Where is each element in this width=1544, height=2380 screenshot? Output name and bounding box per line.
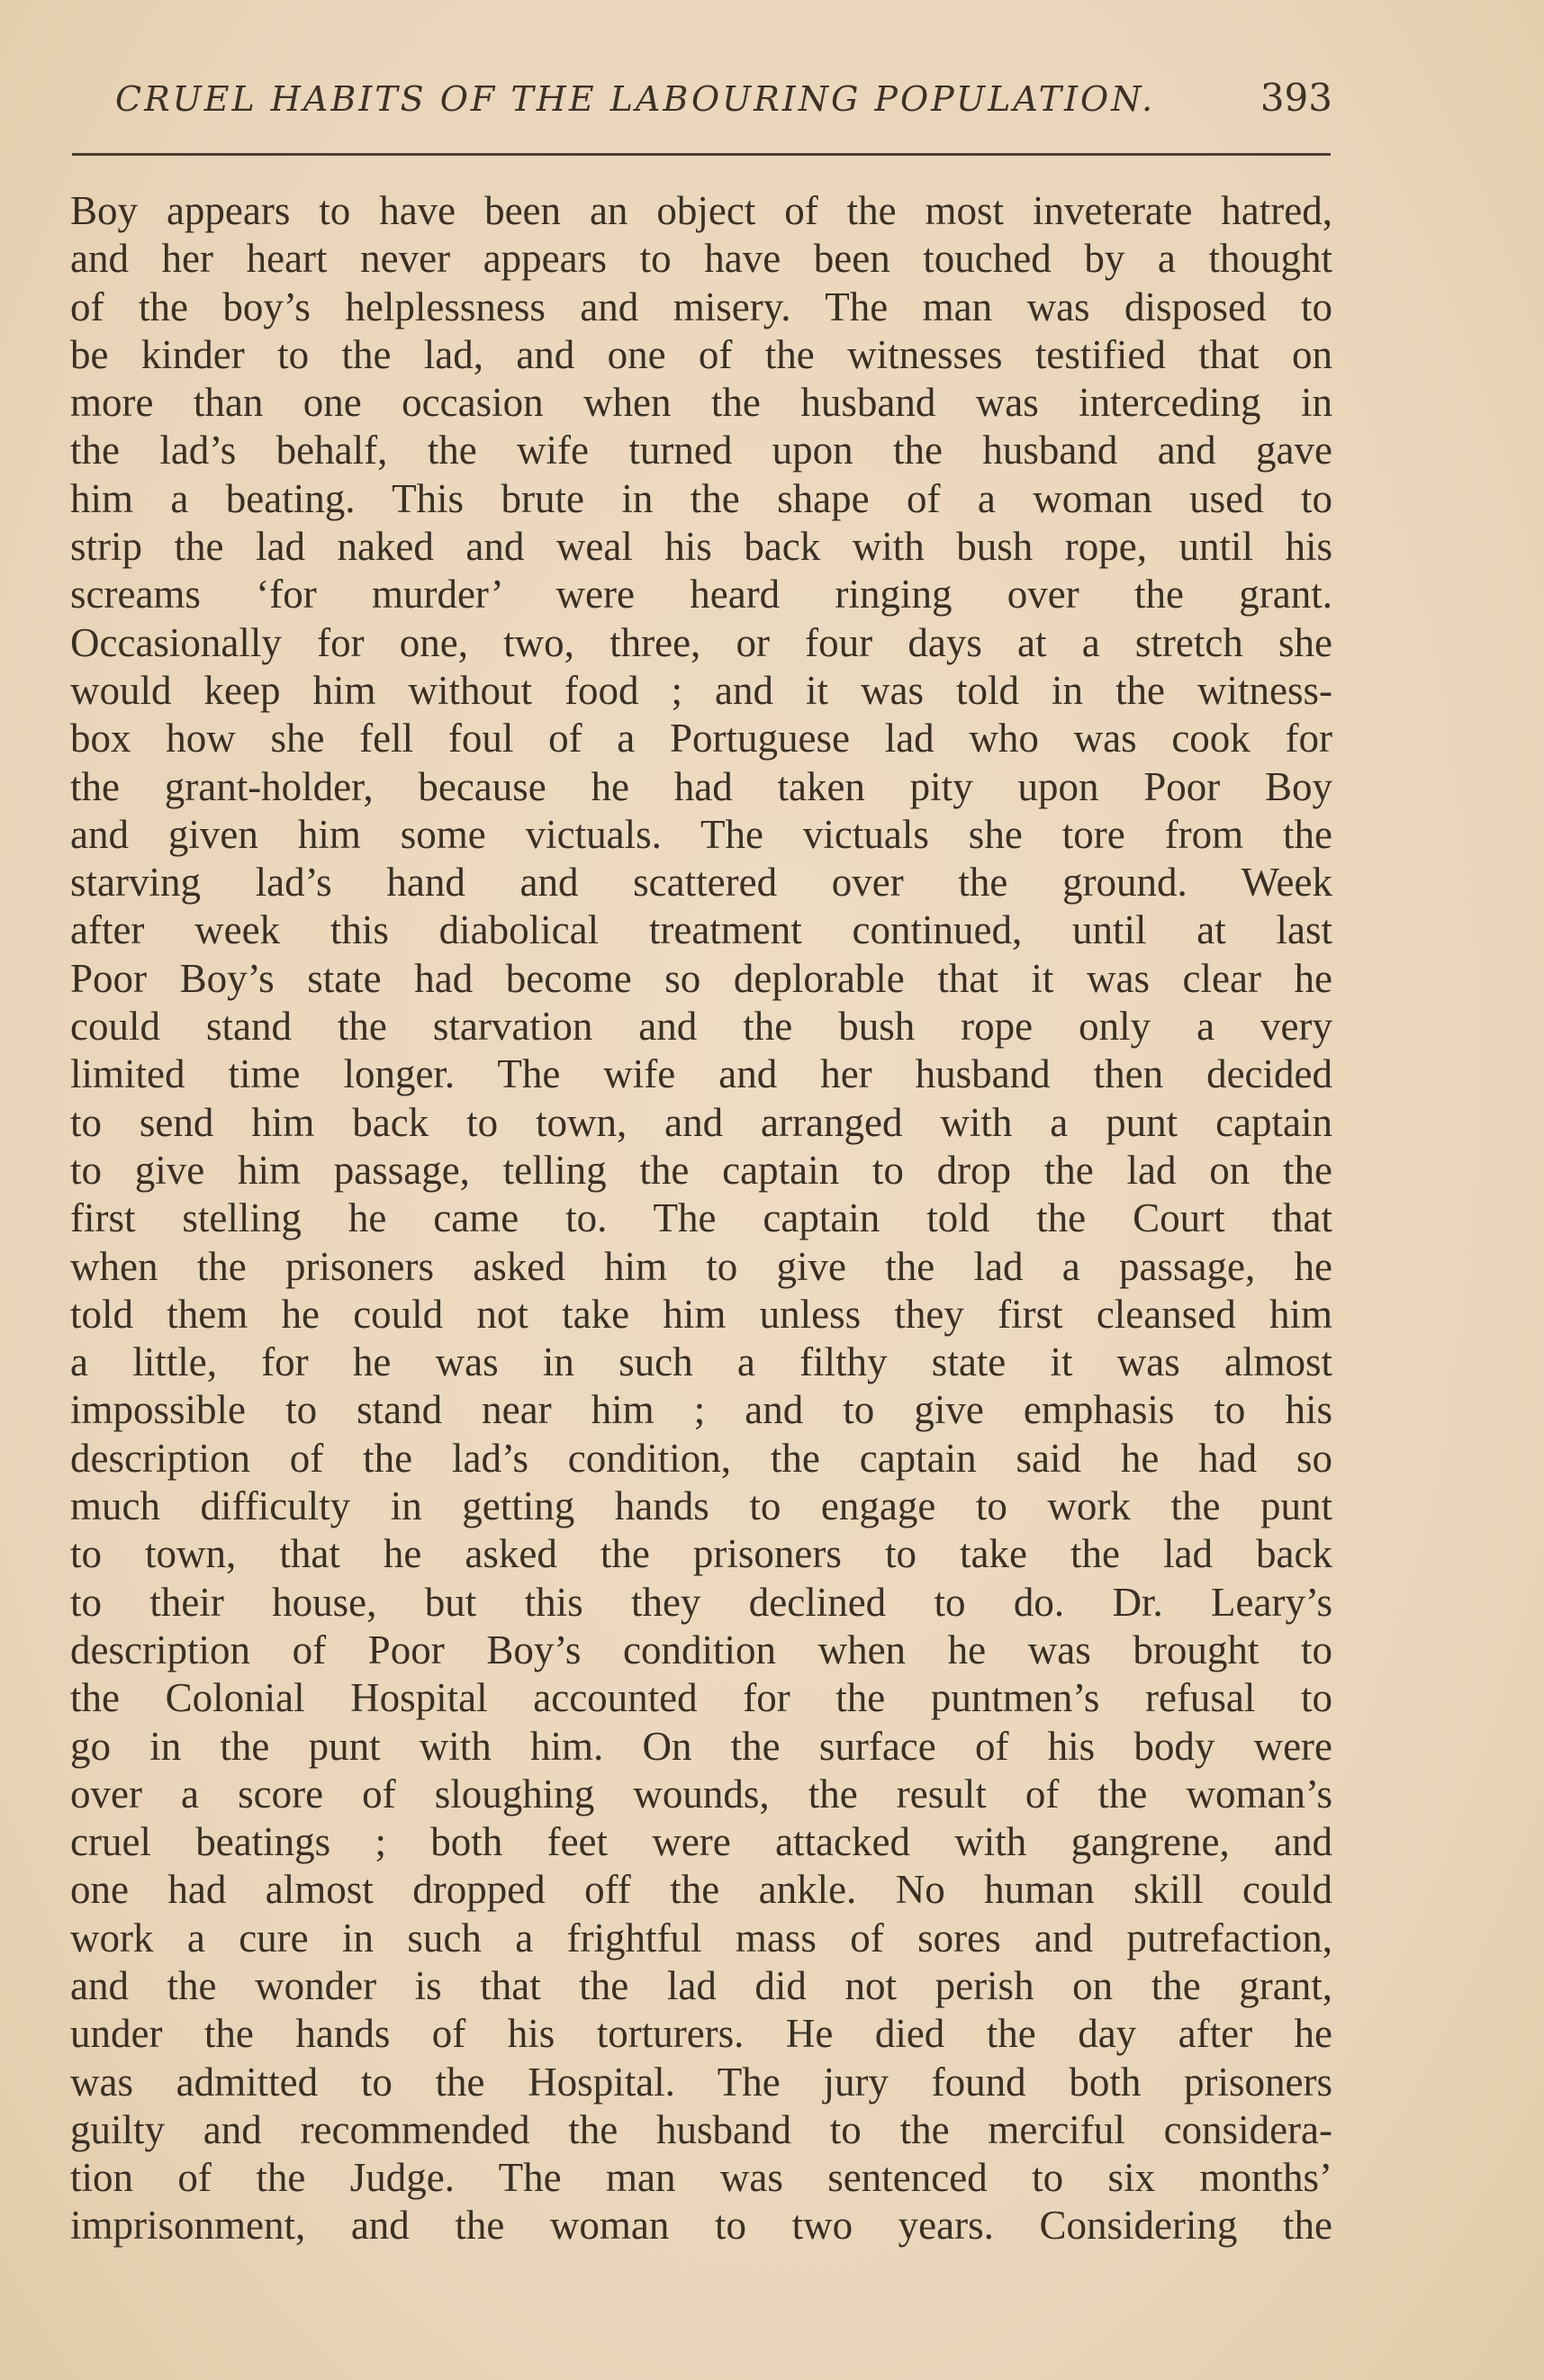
text-line: screams ‘for murder’ were heard ringing over the grant. — [70, 572, 1332, 618]
text-line: and given him some victuals. The victuals she tore from the — [70, 811, 1332, 857]
body-text — [70, 187, 1332, 2250]
text-line: more than one occasion when the husband was interceding in — [70, 380, 1332, 426]
text-line: first stelling he came to. The captain told the Court that — [70, 1195, 1332, 1241]
text-line: Occasionally for one, two, three, or four days at a stretch she — [70, 619, 1332, 665]
text-line: a little, for he was in such a filthy state it was almost — [70, 1339, 1332, 1385]
text-line: imprisonment, and the woman to two years. Considering the — [70, 2203, 1332, 2249]
header-rule — [72, 153, 1331, 156]
text-line: was admitted to the Hospital. The jury found both prisoners — [70, 2059, 1332, 2105]
text-line: of the boy’s helplessness and misery. The man was disposed to — [70, 284, 1332, 329]
text-line: to send him back to town, and arranged with a punt captain — [70, 1099, 1332, 1145]
running-title: CRUEL HABITS OF THE LABOURING POPULATION. — [115, 79, 1156, 119]
text-line: work a cure in such a frightful mass of sores and putrefaction, — [70, 1915, 1332, 1961]
text-line: strip the lad naked and weal his back with bush rope, until his — [70, 524, 1332, 570]
text-line: the Colonial Hospital accounted for the puntmen’s refusal to — [70, 1675, 1332, 1721]
text-line: and the wonder is that the lad did not perish on the grant, — [70, 1962, 1332, 2008]
text-line: cruel beatings ; both feet were attacked with gangrene, and — [70, 1819, 1332, 1865]
text-line: go in the punt with him. On the surface of his body were — [70, 1723, 1332, 1769]
text-line: tion of the Judge. The man was sentenced to six months’ — [70, 2155, 1332, 2201]
page-number: 393 — [1260, 76, 1332, 120]
text-line: the grant-holder, because he had taken pity upon Poor Boy — [70, 763, 1332, 809]
text-line: under the hands of his torturers. He died the day after he — [70, 2011, 1332, 2057]
text-line: box how she fell foul of a Portuguese lad who was cook for — [70, 716, 1332, 762]
running-head — [115, 76, 1332, 133]
text-line: to give him passage, telling the captain to drop the lad on the — [70, 1147, 1332, 1193]
text-line: impossible to stand near him ; and to give emphasis to his — [70, 1387, 1332, 1433]
text-line: and her heart never appears to have been touched by a thought — [70, 236, 1332, 282]
text-line: one had almost dropped off the ankle. No human skill could — [70, 1867, 1332, 1913]
text-line: when the prisoners asked him to give the lad a passage, he — [70, 1243, 1332, 1289]
text-line: Poor Boy’s state had become so deplorable that it was clear he — [70, 955, 1332, 1001]
text-line: description of the lad’s condition, the captain said he had so — [70, 1435, 1332, 1481]
text-line: the lad’s behalf, the wife turned upon the husband and gave — [70, 428, 1332, 473]
text-line: description of Poor Boy’s condition when he was brought to — [70, 1627, 1332, 1672]
text-line: limited time longer. The wife and her husband then decided — [70, 1051, 1332, 1097]
text-line: after week this diabolical treatment continued, until at last — [70, 907, 1332, 953]
text-line: guilty and recommended the husband to the merciful considera- — [70, 2106, 1332, 2152]
text-line: be kinder to the lad, and one of the witnesses testified that on — [70, 331, 1332, 377]
text-line: starving lad’s hand and scattered over the ground. Week — [70, 860, 1332, 906]
text-line: could stand the starvation and the bush rope only a very — [70, 1004, 1332, 1050]
text-line: him a beating. This brute in the shape of a woman used to — [70, 475, 1332, 521]
text-line: to town, that he asked the prisoners to take the lad back — [70, 1531, 1332, 1577]
text-line: Boy appears to have been an object of the most inveterate hatred, — [70, 188, 1332, 233]
text-line: over a score of sloughing wounds, the result of the woman’s — [70, 1771, 1332, 1817]
text-line: to their house, but this they declined to do. Dr. Leary’s — [70, 1579, 1332, 1625]
text-line: told them he could not take him unless they first cleansed him — [70, 1291, 1332, 1337]
text-line: would keep him without food ; and it was told in the witness- — [70, 667, 1332, 713]
text-line: much difficulty in getting hands to engage to work the punt — [70, 1483, 1332, 1529]
